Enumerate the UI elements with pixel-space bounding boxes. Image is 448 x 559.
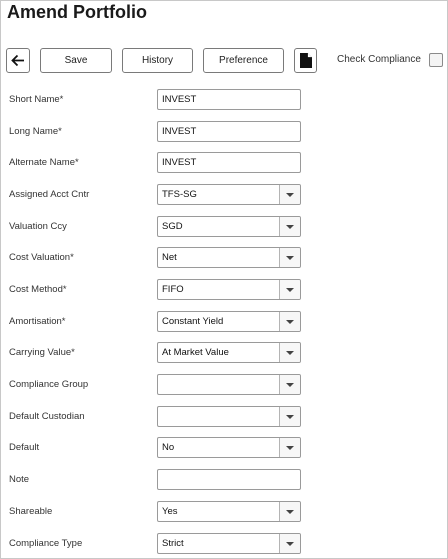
alternate-name-label: Alternate Name* <box>9 157 79 168</box>
preference-button[interactable]: Preference <box>203 48 284 73</box>
dropdown-button[interactable] <box>279 248 300 267</box>
default-value: No <box>162 442 175 453</box>
row-compliance-group <box>1 374 448 396</box>
row-compliance-type <box>1 533 448 555</box>
chevron-down-icon <box>286 256 294 260</box>
chevron-down-icon <box>286 383 294 387</box>
shareable-select[interactable] <box>157 501 301 522</box>
compliance-type-value: Strict <box>162 538 184 549</box>
row-carrying-value <box>1 342 448 364</box>
chevron-down-icon <box>286 510 294 514</box>
valuation-ccy-select[interactable] <box>157 216 301 237</box>
cost-method-select[interactable] <box>157 279 301 300</box>
document-button[interactable] <box>294 48 317 73</box>
cost-valuation-select[interactable] <box>157 247 301 268</box>
carrying-value-label: Carrying Value* <box>9 347 75 358</box>
default-custodian-label: Default Custodian <box>9 411 85 422</box>
dropdown-button[interactable] <box>279 217 300 236</box>
history-button[interactable]: History <box>122 48 193 73</box>
dropdown-button[interactable] <box>279 438 300 457</box>
save-button[interactable]: Save <box>40 48 112 73</box>
row-cost-valuation <box>1 247 448 269</box>
row-cost-method <box>1 279 448 301</box>
long-name-input[interactable]: INVEST <box>157 121 301 142</box>
compliance-group-select[interactable] <box>157 374 301 395</box>
amortisation-label: Amortisation* <box>9 316 66 327</box>
cost-valuation-label: Cost Valuation* <box>9 252 74 263</box>
row-alternate-name <box>1 152 448 174</box>
cost-method-label: Cost Method* <box>9 284 67 295</box>
default-label: Default <box>9 442 40 453</box>
row-amortisation <box>1 311 448 333</box>
chevron-down-icon <box>286 415 294 419</box>
valuation-ccy-label: Valuation Ccy <box>9 221 67 232</box>
assigned-acct-cntr-label: Assigned Acct Cntr <box>9 189 90 200</box>
document-icon <box>300 53 312 68</box>
check-compliance-checkbox[interactable] <box>429 53 443 67</box>
back-button[interactable] <box>6 48 30 73</box>
carrying-value-select[interactable] <box>157 342 301 363</box>
compliance-type-select[interactable] <box>157 533 301 554</box>
short-name-input[interactable]: INVEST <box>157 89 301 110</box>
chevron-down-icon <box>286 225 294 229</box>
dropdown-button[interactable] <box>279 312 300 331</box>
row-shareable <box>1 501 448 523</box>
amortisation-value: Constant Yield <box>162 316 224 327</box>
chevron-down-icon <box>286 320 294 324</box>
dropdown-button[interactable] <box>279 407 300 426</box>
long-name-label: Long Name* <box>9 126 62 137</box>
row-default-custodian <box>1 406 448 428</box>
short-name-label: Short Name* <box>9 94 64 105</box>
row-long-name <box>1 121 448 143</box>
row-assigned-acct-cntr <box>1 184 448 206</box>
dropdown-button[interactable] <box>279 185 300 204</box>
alternate-name-input[interactable]: INVEST <box>157 152 301 173</box>
dropdown-button[interactable] <box>279 375 300 394</box>
carrying-value-value: At Market Value <box>162 347 229 358</box>
assigned-acct-cntr-value: TFS-SG <box>162 189 197 200</box>
chevron-down-icon <box>286 542 294 546</box>
compliance-type-label: Compliance Type <box>9 538 83 549</box>
toolbar <box>1 48 448 74</box>
arrow-left-icon <box>11 54 25 67</box>
row-valuation-ccy <box>1 216 448 238</box>
row-default <box>1 437 448 459</box>
cost-valuation-value: Net <box>162 252 177 263</box>
chevron-down-icon <box>286 288 294 292</box>
note-label: Note <box>9 474 30 485</box>
amortisation-select[interactable] <box>157 311 301 332</box>
dropdown-button[interactable] <box>279 343 300 362</box>
chevron-down-icon <box>286 446 294 450</box>
chevron-down-icon <box>286 193 294 197</box>
dropdown-button[interactable] <box>279 502 300 521</box>
shareable-value: Yes <box>162 506 178 517</box>
page-title: Amend Portfolio <box>7 2 147 22</box>
note-input[interactable] <box>157 469 301 490</box>
row-note <box>1 469 448 491</box>
dropdown-button[interactable] <box>279 280 300 299</box>
dropdown-button[interactable] <box>279 534 300 553</box>
check-compliance-label: Check Compliance <box>337 54 421 65</box>
chevron-down-icon <box>286 351 294 355</box>
row-short-name <box>1 89 448 111</box>
default-select[interactable] <box>157 437 301 458</box>
default-custodian-select[interactable] <box>157 406 301 427</box>
assigned-acct-cntr-select[interactable] <box>157 184 301 205</box>
compliance-group-label: Compliance Group <box>9 379 89 390</box>
cost-method-value: FIFO <box>162 284 184 295</box>
shareable-label: Shareable <box>9 506 53 517</box>
valuation-ccy-value: SGD <box>162 221 183 232</box>
